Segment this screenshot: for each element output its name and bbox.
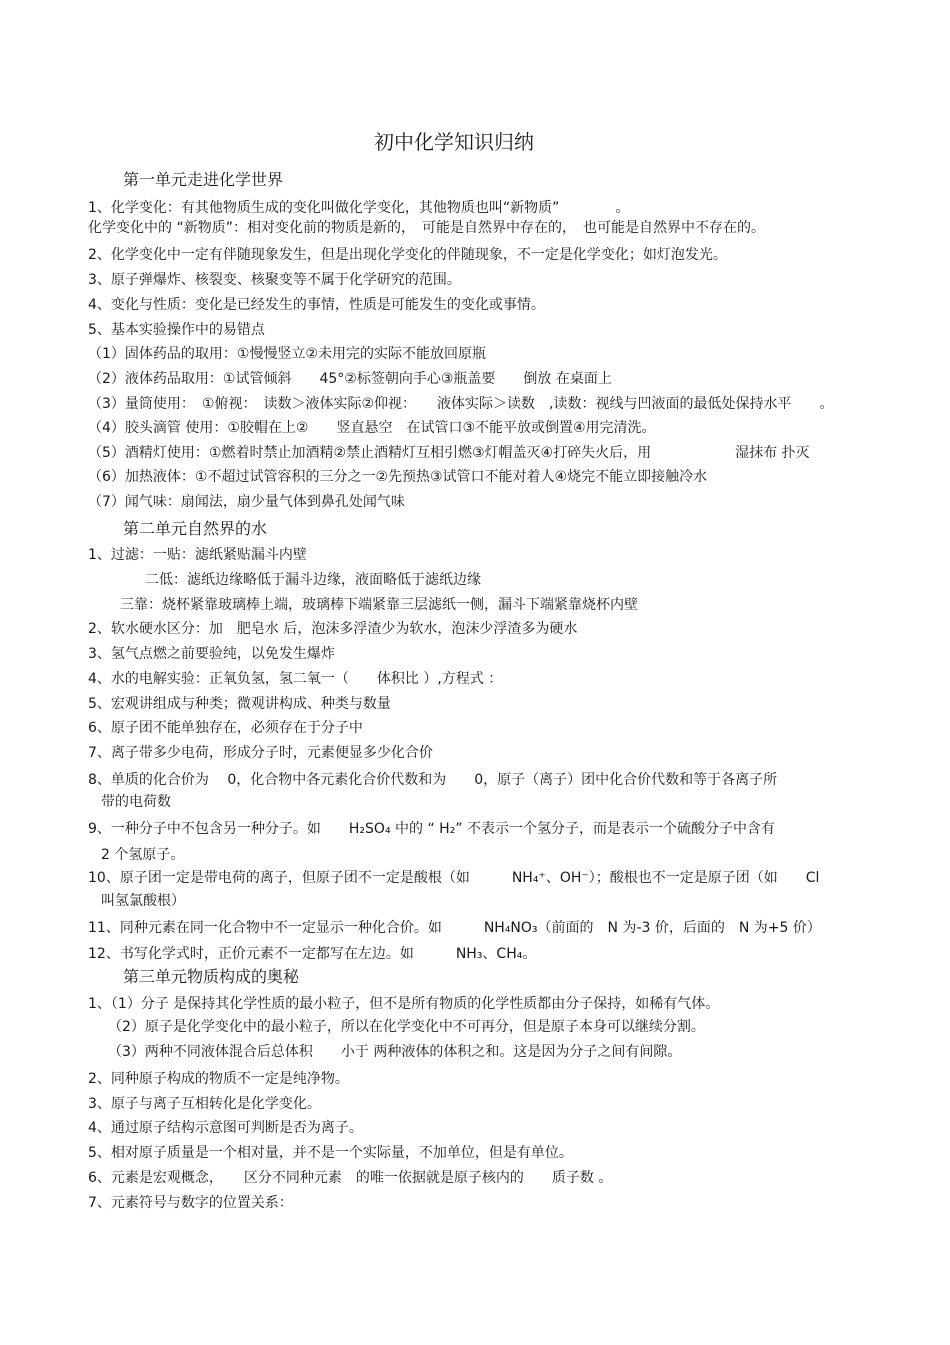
text-line: 叫氢氯酸根） (101, 893, 185, 909)
text-line: （2）液体药品取用：①试管倾斜 45°②标签朝向手心③瓶盖要 倒放 在桌面上 (88, 371, 612, 387)
text-line: 带的电荷数 (101, 794, 171, 810)
text-line: 2、化学变化中一定有伴随现象发生，但是出现化学变化的伴随现象，不一定是化学变化；如灯泡发光。 (88, 247, 727, 263)
text-line: 4、通过原子结构示意图可判断是否为离子。 (88, 1120, 363, 1136)
document-title: 初中化学知识归纳 (374, 130, 534, 154)
text-line: （7）闻气味：扇闻法，扇少量气体到鼻孔处闻气味 (88, 494, 405, 510)
text-line: 1、化学变化：有其他物质生成的变化叫做化学变化，其他物质也叫“新物质” 。 (88, 200, 630, 216)
section-heading: 第三单元物质构成的奥秘 (123, 967, 300, 986)
text-line: （2）原子是化学变化中的最小粒子，所以在化学变化中不可再分，但是原子本身可以继续分割。 (108, 1019, 705, 1035)
section-heading: 第一单元走进化学世界 (123, 170, 284, 189)
text-line: 4、水的电解实验：正氧负氢，氢二氧一（ 体积比 ）,方程式 ： (88, 671, 503, 687)
text-line: 3、氢气点燃之前要验纯，以免发生爆炸 (88, 646, 335, 662)
text-line: （4）胶头滴管 使用：①胶帽在上② 竖直悬空 在试管口③不能平放或倒置④用完清洗。 (88, 420, 656, 436)
text-line: 4、变化与性质：变化是已经发生的事情，性质是可能发生的变化或事情。 (88, 297, 545, 313)
text-line: 11、同种元素在同一化合物中不一定显示一种化合价。如 NH₄NO₃（前面的 N 为-3 价，后面的 N 为+5 价） (88, 920, 821, 936)
text-line: 1、过滤：一贴：滤纸紧贴漏斗内壁 (88, 547, 307, 563)
text-line: 7、元素符号与数字的位置关系： (88, 1195, 293, 1211)
section-heading: 第二单元自然界的水 (123, 519, 268, 538)
text-line: （6）加热液体：①不超过试管容积的三分之一②先预热③试管口不能对着人④烧完不能立即接触冷水 (88, 469, 708, 485)
text-line: 化学变化中的 “新物质”：相对变化前的物质是新的， 可能是自然界中存在的， 也可能是自然界中不存在的。 (88, 220, 765, 236)
text-line: 2、软水硬水区分：加 肥皂水 后，泡沫多浮渣少为软水，泡沫少浮渣多为硬水 (88, 621, 578, 637)
text-line: 二低：滤纸边缘略低于漏斗边缘，液面略低于滤纸边缘 (145, 572, 481, 588)
text-line: 1、（1）分子 是保持其化学性质的最小粒子，但不是所有物质的化学性质都由分子保持，如稀有气体。 (88, 996, 720, 1012)
text-line: 5、相对原子质量是一个相对量，并不是一个实际量，不加单位，但是有单位。 (88, 1145, 573, 1161)
text-line: 5、基本实验操作中的易错点 (88, 322, 265, 338)
text-line: 3、原子弹爆炸、核裂变、核聚变等不属于化学研究的范围。 (88, 272, 461, 288)
text-line: 2、同种原子构成的物质不一定是纯净物。 (88, 1071, 349, 1087)
text-line: 8、单质的化合价为 0，化合物中各元素化合价代数和为 0，原子（离子）团中化合价代数和等于各离子所 (88, 772, 778, 788)
text-line: 9、一种分子中不包含另一种分子。如 H₂SO₄ 中的 “ H₂” 不表示一个氢分子，而是表示一个硫酸分子中含有 (88, 821, 776, 837)
text-line: （3）两种不同液体混合后总体积 小于 两种液体的体积之和。这是因为分子之间有间隙。 (108, 1044, 682, 1060)
text-line: 5、宏观讲组成与种类；微观讲构成、种类与数量 (88, 696, 391, 712)
text-line: 3、原子与离子互相转化是化学变化。 (88, 1096, 321, 1112)
text-line: 2 个氢原子。 (101, 847, 185, 863)
text-line: 三靠：烧杯紧靠玻璃棒上端，玻璃棒下端紧靠三层滤纸一侧，漏斗下端紧靠烧杯内壁 (120, 597, 638, 613)
text-line: 7、离子带多少电荷，形成分子时，元素便显多少化合价 (88, 745, 433, 761)
text-line: （5）酒精灯使用：①燃着时禁止加酒精②禁止酒精灯互相引燃③灯帽盖灭④打碎失火后，用 湿抹布 扑灭 (88, 445, 810, 461)
text-line: 6、原子团不能单独存在，必须存在于分子中 (88, 720, 363, 736)
text-line: 6、元素是宏观概念， 区分不同种元素 的唯一依据就是原子核内的 质子数 。 (88, 1170, 613, 1186)
text-line: （3）量筒使用： ①俯视： 读数＞液体实际②仰视： 液体实际＞读数 ,读数：视线与凹液面的最低处保持水平 。 (88, 396, 834, 412)
text-line: 10、原子团一定是带电荷的离子，但原子团不一定是酸根（如 NH₄⁺、OH⁻）；酸根也不一定是原子团（如 Cl (88, 870, 820, 886)
text-line: 12、书写化学式时，正价元素不一定都写在左边。如 NH₃、CH₄。 (88, 946, 537, 962)
text-line: （1）固体药品的取用：①慢慢竖立②未用完的实际不能放回原瓶 (88, 346, 487, 362)
